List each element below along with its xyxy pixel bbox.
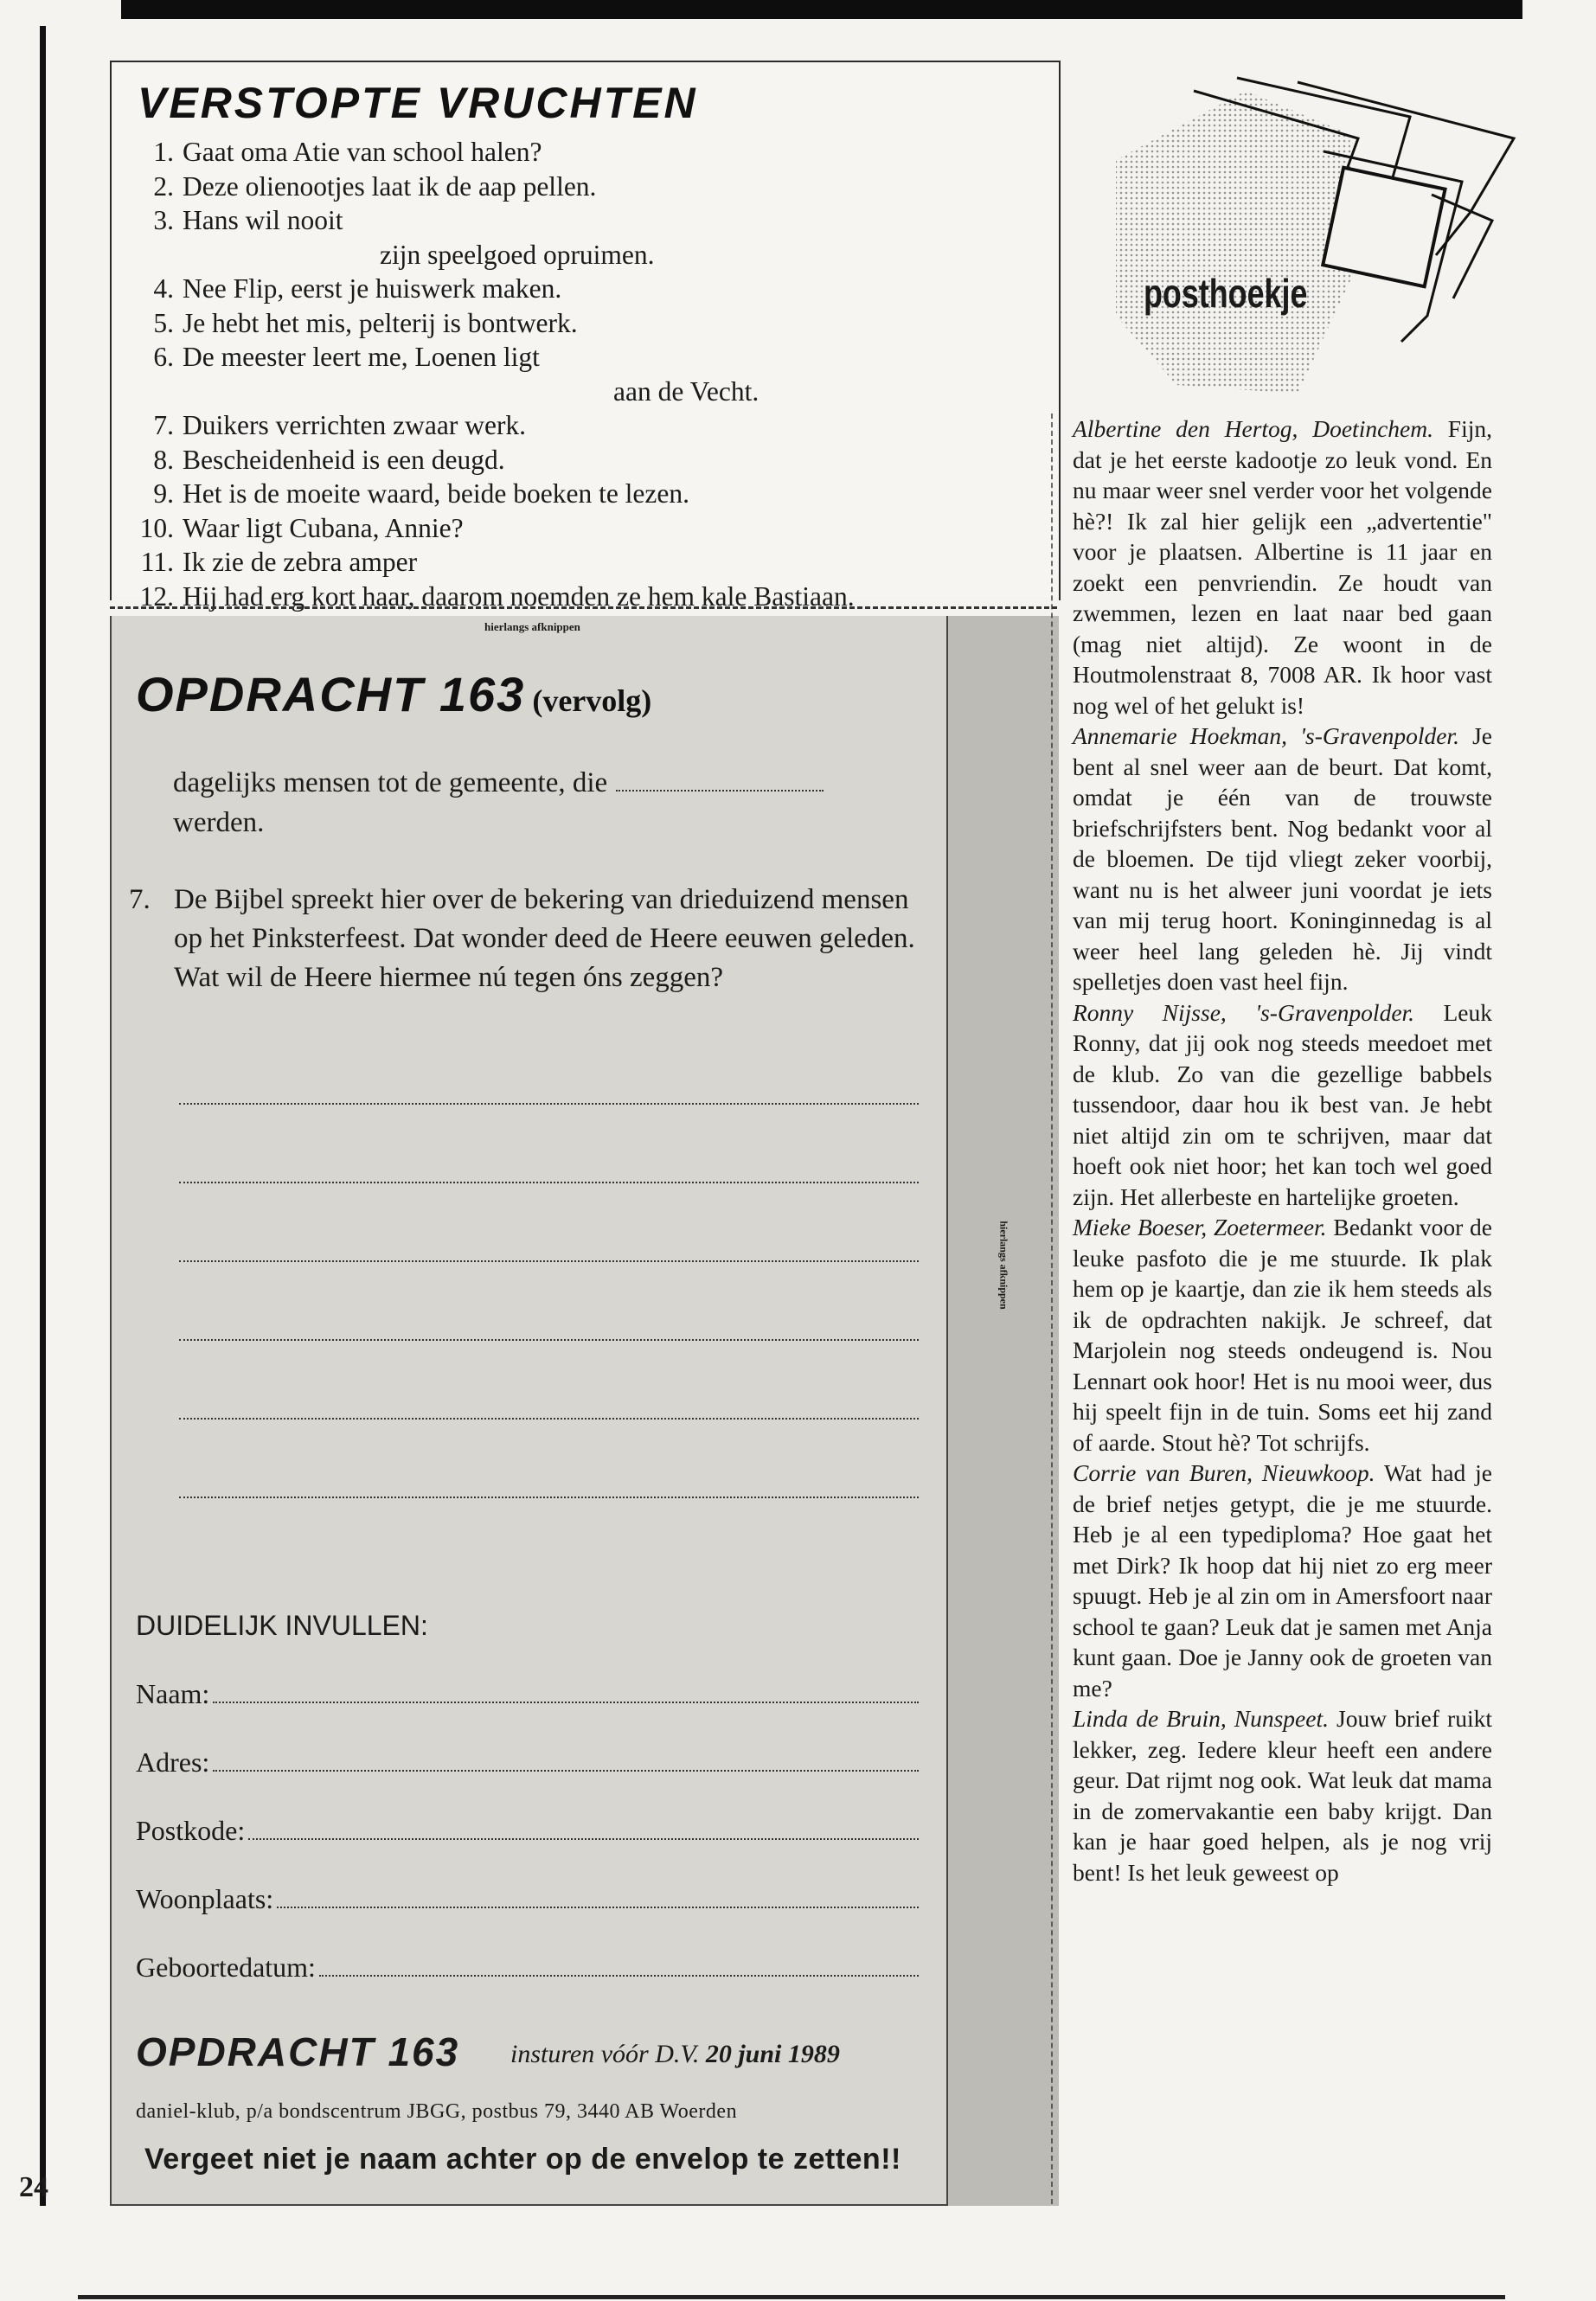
puzzle-item: 3. Hans wil nooit [153, 205, 343, 235]
letter [1073, 721, 1492, 997]
letter [1073, 413, 1492, 721]
letter [1073, 1703, 1492, 1888]
question-text: De Bijbel spreekt hier over de bekering van drieduizend mensen op het Pinksterfeest. Dat wonder deed de Heere eeuwen geleden. Wat wil de Heere hiermee nú tegen óns zeggen? [174, 884, 915, 993]
puzzle-item: 4. Nee Flip, eerst je huiswerk maken. [153, 273, 562, 304]
postcode-field[interactable]: Postkode: [136, 1815, 919, 1847]
letter-author: Annemarie Hoekman, 's-Gravenpolder. [1073, 722, 1459, 749]
cut-line [110, 606, 1057, 609]
puzzle-item-continuation: zijn speelgoed opruimen. [380, 239, 655, 270]
puzzle-item: 9. Het is de moeite waard, beide boeken te lezen. [153, 478, 689, 509]
letter [1073, 1458, 1492, 1703]
puzzle-item-continuation: aan de Vecht. [613, 375, 760, 407]
city-field[interactable]: Woonplaats: [136, 1883, 919, 1915]
mail-address: daniel-klub, p/a bondscentrum JBGG, postbus 79, 3440 AB Woerden [136, 2100, 738, 2123]
puzzle-list [129, 135, 1054, 613]
posthoekje-title: posthoekje [1144, 271, 1308, 316]
birthdate-field[interactable]: Geboortedatum: [136, 1952, 919, 1984]
envelope-reminder: Vergeet niet je naam achter op de envelop te zetten!! [144, 2143, 901, 2176]
puzzle-item: 2. Deze olienootjes laat ik de aap pellen. [153, 170, 597, 202]
answer-line[interactable] [179, 1182, 919, 1183]
letter-text: Je bent al snel weer aan de beurt. Dat komt, omdat je één van de trouwste briefschrijfsters bent. Nog bedankt voor al de bloemen. De tijd vliegt zeker voorbij, want nu is het alweer juni voordat je iets van mij terug hoort. Koninginnedag is al weer heel lang geleden hè. Jij vindt spelletjes doen vast heel fijn. [1073, 722, 1492, 995]
letter-text: Wat had je de brief netjes getypt, die je me stuurde. Heb je al een typediploma? Hoe gaat het met Dirk? Ik hoop dat hij niet zo erg meer spuugt. Heb je al zin om in Amersfoort naar school te gaan? Leuk dat je samen met Anja kunt gaan. Doe je Janny ook de groeten van me? [1073, 1459, 1492, 1702]
puzzle-item: 12. Hij had erg kort haar, daarom noemden ze hem kale Bastiaan. [139, 580, 855, 612]
cut-label: hierlangs afknippen [484, 620, 580, 633]
answer-line[interactable] [179, 1497, 919, 1498]
dotted-shape [1116, 91, 1358, 394]
letter [1073, 997, 1492, 1213]
column-rule [1051, 413, 1053, 2204]
letters-column [1073, 413, 1492, 1888]
assignment-title: OPDRACHT 163 (vervolg) [136, 667, 652, 721]
assignment-subtitle: (vervolg) [532, 683, 652, 718]
bottom-border [78, 2295, 1505, 2299]
left-border [40, 26, 46, 2206]
question-number: 7. [129, 884, 151, 915]
letter-text: Bedankt voor de leuke pasfoto die je me stuurde. Ik plak hem op je kaartje, dan zie ik hem steeds als ik de opdrachten nakijk. Je schreef, dat Marjolein nog steeds ondeugend is. Nou Lennart ook hoor! Het is nu mooi weer, dus hij speelt fijn in de tuin. Soms eet hij zand of aarde. Stout hè? Tot schrijfs. [1073, 1214, 1492, 1456]
answer-line[interactable] [179, 1418, 919, 1420]
deadline: insturen vóór D.V. 20 juni 1989 [510, 2040, 840, 2068]
address-field[interactable]: Adres: [136, 1747, 919, 1779]
intro-line-2: werden. [173, 807, 265, 838]
letter-author: Ronny Nijsse, 's-Gravenpolder. [1073, 998, 1415, 1026]
puzzle-item: 5. Je hebt het mis, pelterij is bontwerk. [153, 307, 578, 338]
puzzle-item: 6. De meester leert me, Loenen ligt [153, 342, 540, 372]
question-7 [129, 881, 930, 997]
puzzle-item: 7. Duikers verrichten zwaar werk. [153, 410, 527, 440]
puzzle-item: 10. Waar ligt Cubana, Annie? [139, 512, 464, 543]
puzzle-item: 8. Bescheidenheid is een deugd. [153, 444, 505, 475]
letter-text: Jouw brief ruikt lekker, zeg. Iedere kleur heeft een andere geur. Dat rijmt nog ook. Wat leuk dat mama in de zomervakantie een baby krijgt. Dan kan je haar goed helpen, als je nog vrij bent! Is het leuk geweest op [1073, 1705, 1492, 1886]
answer-line[interactable] [179, 1103, 919, 1105]
puzzle-item: 11. Ik zie de zebra amper [140, 547, 418, 577]
top-border [121, 0, 1522, 19]
letter-author: Corrie van Buren, Nieuwkoop. [1073, 1459, 1375, 1486]
footer-title: OPDRACHT 163 [136, 2029, 460, 2074]
posthoekje-illustration [1099, 56, 1522, 402]
puzzle-box [110, 61, 1061, 612]
square-outline [1323, 168, 1445, 286]
letter-text: Fijn, dat je het eerste kadootje zo leuk vond. En nu maar weer snel verder voor het volgende hè?! Ik zal hier gelijk een „advertentie" voor je plaatsen. Albertine is 11 jaar en zoekt een penvriendin. Ze houdt van zwemmen, lezen en laat naar bed gaan (mag niet altijd). Ze woont in de Houtmolenstraat 8, 7008 AR. Ik hoor vast nog wel of het gelukt is! [1073, 415, 1492, 719]
letter-author: Mieke Boeser, Zoetermeer. [1073, 1214, 1327, 1240]
answer-line[interactable] [179, 1339, 919, 1341]
cut-stripe [946, 616, 1059, 2206]
name-field[interactable]: Naam: [136, 1678, 919, 1710]
puzzle-title: VERSTOPTE VRUCHTEN [138, 79, 698, 127]
intro-line: dagelijks mensen tot de gemeente, die [173, 764, 824, 803]
letter-author: Albertine den Hertog, Doetinchem. [1073, 415, 1433, 442]
intro-blank[interactable] [616, 767, 824, 792]
letter-author: Linda de Bruin, Nunspeet. [1073, 1705, 1329, 1732]
letter [1073, 1212, 1492, 1458]
fill-heading: DUIDELIJK INVULLEN: [136, 1610, 428, 1641]
letter-text: Leuk Ronny, dat jij ook nog steeds meedoet met de klub. Zo van die gezellige babbels tussendoor, daar hou ik best van. Je hebt niet altijd zin om te schrijven, maar dat hoeft ook niet hoor; het kan toch wel goed zijn. Het allerbeste en hartelijke groeten. [1073, 998, 1493, 1210]
answer-line[interactable] [179, 1260, 919, 1262]
page-number: 24 [19, 2171, 48, 2203]
puzzle-item: 1. Gaat oma Atie van school halen? [153, 137, 542, 167]
cut-label-vertical: hierlangs afknippen [997, 1221, 1010, 1310]
